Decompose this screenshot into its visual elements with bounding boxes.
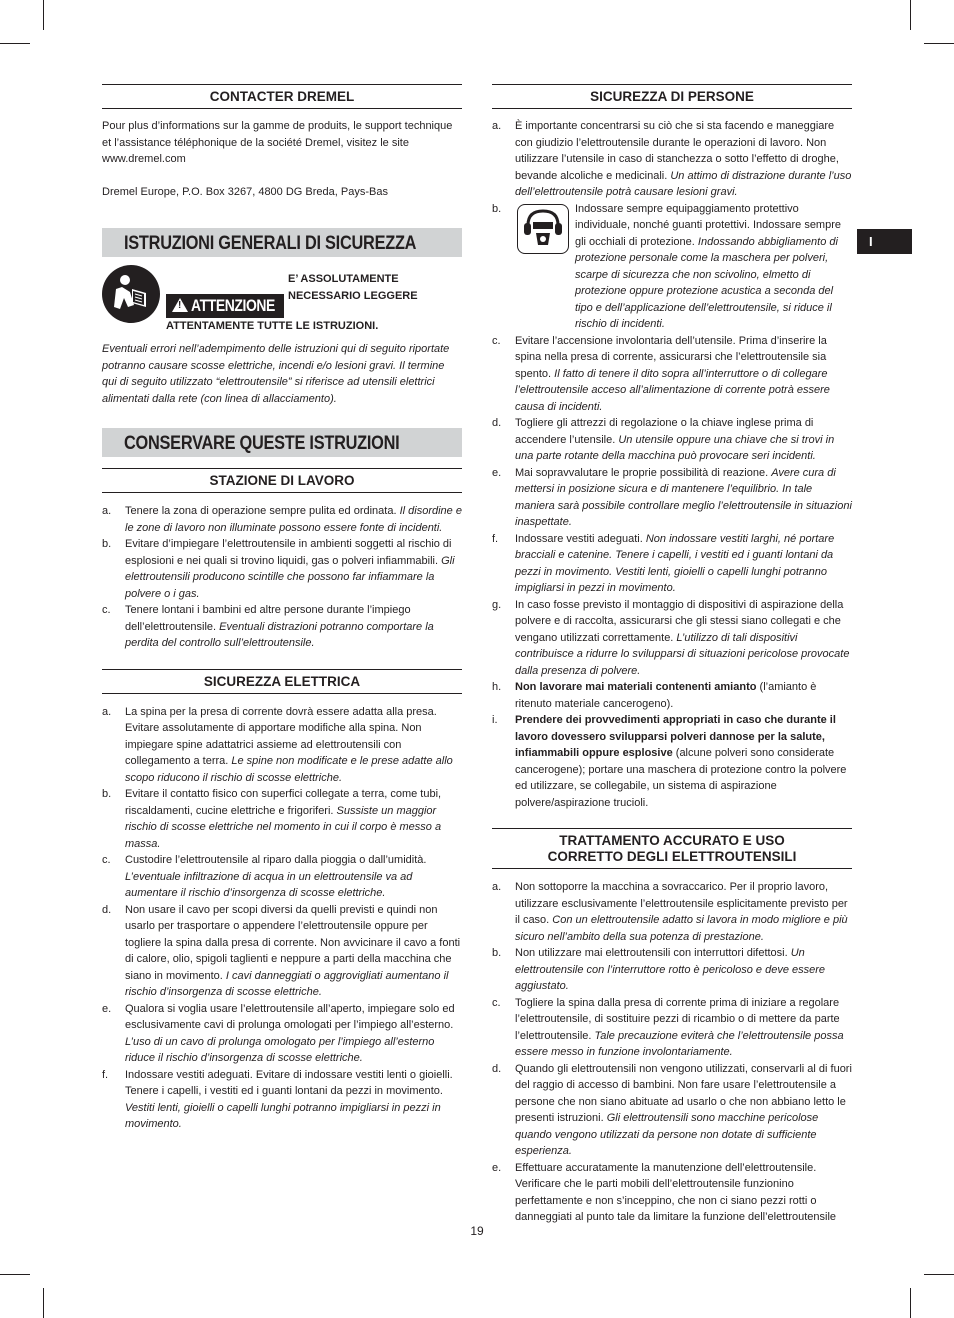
treatment-list — [492, 879, 852, 1226]
list-item: c. Togliere la spina dalla presa di corrente prima di iniziare a regolare l’elettroutensile, di sostituire pezzi di ricambio o di mettere da parte l’elettroutensile. Tale precauzione eviterà che l’elettroutensile possa essere messo in funzione involontariamente. — [492, 996, 844, 1058]
list-item: a. È importante concentrarsi su ciò che si sta facendo e maneggiare con giudizio l’elettroutensile durante le operazioni di lavoro. Non utilizzare l’utensile in caso di stanchezza o sotto l’effetto di droghe, bevande alcoliche e medicinali. Un attimo di distrazione durante l’uso dell’elettroutensile potrà causare lesioni gravi. — [492, 120, 852, 198]
electrical-list — [102, 704, 462, 1133]
list-item: e. Qualora si voglia usare l’elettroutensile all’aperto, impiegare solo ed esclusivamente cavi di prolunga omologati per l’impiego all’esterno. L’uso di un cavo di prolunga omologato per l’impiego all’esterno riduce il rischio d’insorgenza di scosse elettriche. — [102, 1002, 455, 1064]
crop-mark — [43, 1288, 44, 1318]
right-column — [492, 84, 852, 1226]
warning-badge: !ATTENZIONE — [166, 294, 284, 318]
list-item: g. In caso fosse previsto il montaggio di dispositivi di aspirazione della polvere e di raccolta, assicurarsi che gli stessi siano collegati e che vengano utilizzati correttamente. L’utilizzo di tali dispositivi contribuisce a ridurre lo svilupparsi di situazioni pericolose provocate dalla presenza di polvere. — [492, 598, 850, 677]
crop-mark — [910, 0, 911, 30]
treatment-heading-line2: CORRETTO DEGLI ELETTROUTENSILI — [547, 849, 797, 864]
warning-block — [102, 265, 462, 341]
protective-equipment-icon — [517, 204, 569, 254]
page-number: 19 — [470, 1224, 484, 1238]
crop-mark — [43, 0, 44, 30]
list-item: e. Mai sopravvalutare le proprie possibilità di reazione. Avere cura di mettersi in posizione sicura e di mantenere l’equilibrio. In tale maniera sarà possibile controllare meglio l’elettroutensile in situazioni inaspettate. — [492, 466, 852, 528]
workstation-list — [102, 503, 462, 652]
left-column — [102, 84, 462, 1133]
treatment-heading — [492, 828, 852, 869]
treatment-heading-line1: TRATTAMENTO ACCURATO E USO — [559, 833, 785, 848]
list-item: c. Tenere lontani i bambini ed altre persone durante l’impiego dell’elettroutensile. Eventuali distrazioni potranno comportare la perdita del controllo sull’elettroutensile. — [102, 604, 434, 649]
list-item: b. Non utilizzare mai elettroutensili con interruttori difettosi. Un elettroutensile con l’interruttore rotto è pericoloso e deve essere aggiustato. — [492, 947, 826, 992]
list-item: f. Indossare vestiti adeguati. Non indossare vestiti larghi, né portare bracciali e catenine. Tenere i capelli, i vestiti ed i guanti lontani da pezzi in movimento. Vestiti lenti, gioielli o capelli lunghi potranno impigliarsi in pezzi in movimento. — [492, 532, 835, 594]
warning-italic-text: Eventuali errori nell’adempimento delle istruzioni qui di seguito riportate potranno causare scosse elettriche, incendi e/o lesioni gravi. Il termine qui di seguito utilizzato “elettroutensile” si riferisce ad utensili elettrici alimentati dalla rete (con linea di allacciamento). — [102, 343, 450, 405]
list-item: d. Togliere gli attrezzi di regolazione o la chiave inglese prima di accendere l’utensile. Un utensile oppure una chiave che si trovi in una parte rotante della macchina può provocare seri incidenti. — [492, 417, 835, 462]
crop-mark — [910, 1288, 911, 1318]
list-item: b. Evitare il contatto fisico con superfici collegate a terra, come tubi, riscaldamenti, cucine elettriche e frigoriferi. Sussiste un maggior rischio di scosse elettriche nel momento in cui il corpo è messo a massa. — [102, 788, 442, 850]
contact-heading: CONTACTER DREMEL — [102, 84, 462, 109]
list-item: b. Indossare sempre equipaggiamento protettivo individuale, nonché guanti protettivi. Indossare sempre gli occhiali di protezione. Indossando abbigliamento di protezione personale come la maschera per polveri, scarpe di sicurezza che non scivolino, elmetto di protezione oppure protezione acustica a seconda del tipo e dell’applicazione dell’elettroutensile, si riduce il rischio di incidenti. — [492, 202, 841, 330]
list-item: c. Evitare l’accensione involontaria dell’utensile. Prima d’inserire la spina nella presa di corrente, assicurarsi che l’elettroutensile sia spento. Il fatto di tenere il dito sopra all’interruttore o di collegare l’elettroutensile acceso all’alimentazione di corrente potrà essere causa di incidenti. — [492, 334, 830, 413]
warning-text-continued: ATTENTAMENTE TUTTE LE ISTRUZIONI. — [166, 320, 379, 332]
keep-instructions-banner: CONSERVARE QUESTE ISTRUZIONI — [102, 428, 462, 457]
list-item: a. Tenere la zona di operazione sempre pulita ed ordinata. Il disordine e le zone di lavoro non illuminate possono essere fonte di incidenti. — [102, 505, 462, 534]
warning-triangle-icon — [172, 298, 188, 312]
crop-mark — [0, 1274, 30, 1275]
list-item: h. Non lavorare mai materiali contenenti amianto (l’amianto è ritenuto materiale cancerogeno). — [492, 681, 817, 710]
list-item: f. Indossare vestiti adeguati. Evitare di indossare vestiti lenti o gioielli. Tenere i capelli, i vestiti ed i guanti lontani da pezzi in movimento. Vestiti lenti, gioielli o capelli lunghi potranno impigliarsi in pezzi in movimento. — [102, 1068, 453, 1130]
electrical-heading: SICUREZZA ELETTRICA — [102, 669, 462, 694]
workstation-heading: STAZIONE DI LAVORO — [102, 468, 462, 493]
list-item: d. Quando gli elettroutensili non vengono utilizzati, conservarli al di fuori del raggio di accesso di bambini. Non fare usare l’elettroutensile a persone che non siano abituate ad usarlo o che non abbiano letto le presenti istruzioni. Gli elettroutensili sono macchine pericolose quando vengono utilizzati da persone non dotate di sufficiente esperienza. — [492, 1062, 852, 1157]
list-item: c. Custodire l’elettroutensile al riparo dalla pioggia o dall’umidità. L’eventuale infiltrazione di acqua in un elettroutensile va ad aumentare il rischio d’insorgenza di scosse elettriche. — [102, 854, 427, 899]
crop-mark — [924, 43, 954, 44]
list-item: d. Non usare il cavo per scopi diversi da quelli previsti e quindi non usarlo per trasportare o appendere l’elettroutensile oppure per togliere la spina dalla presa di corrente. Non avvicinare il cavo a fonti di calore, olio, spigoli taglienti e neppure a parti della macchina che siano in movimento. I cavi danneggiati o aggrovigliati aumentano il rischio d’insorgenza di scosse elettriche. — [102, 903, 461, 998]
persons-heading: SICUREZZA DI PERSONE — [492, 84, 852, 109]
safety-banner: ISTRUZIONI GENERALI DI SICUREZZA — [102, 228, 462, 257]
persons-list — [492, 118, 852, 811]
list-item: a. Non sottoporre la macchina a sovraccarico. Per il proprio lavoro, utilizzare esclusivamente l’elettroutensile esplicitamente previsto per il caso. Con un elettroutensile adatto si lavora in modo migliore e più sicuro nell’ambito della sua potenza di prestazione. — [492, 881, 848, 943]
read-manual-icon — [102, 265, 160, 323]
contact-address: Dremel Europe, P.O. Box 3267, 4800 DG Breda, Pays-Bas — [102, 185, 388, 198]
list-item: e. Effettuare accuratamente la manutenzione dell’elettroutensile. Verificare che le parti mobili dell’elettroutensile funzionino perfettamente e non s’inceppino, che non ci siano pezzi rotti o danneggiati al punto tale da limitare la funzione dell’elettroutensile — [492, 1161, 837, 1223]
crop-mark — [0, 43, 30, 44]
language-tab: I — [857, 229, 912, 254]
list-item: b. Evitare d’impiegare l’elettroutensile in ambienti soggetti al rischio di esplosioni e nei quali si trovino liquidi, gas o polveri infiammabili. Gli elettroutensili producono scintille che possono far infiammare la polvere o i gas. — [102, 538, 455, 600]
list-item: a. La spina per la presa di corrente dovrà essere adatta alla presa. Evitare assolutamente di apportare modifiche alla spina. Non impiegare spine adattatrici assieme ad elettroutensili con collegamento a terra. Le spine non modificate e le prese adatte allo scopo riducono il rischio di scosse elettriche. — [102, 705, 453, 784]
warning-text: E’ ASSOLUTAMENTE NECESSARIO LEGGERE — [288, 273, 418, 302]
list-item: i. Prendere dei provvedimenti appropriati in caso che durante il lavoro dovessero svilupparsi polveri dannose per la salute, infiammabili oppure esplosive (alcune polveri sono considerate cancerogene); portare una maschera di protezione contro la polvere ed utilizzare, se collegabile, un sistema di aspirazione polvere/aspirazione trucioli. — [492, 714, 847, 809]
contact-paragraph: Pour plus d’informations sur la gamme de produits, le support technique et l’assistance téléphonique de la société Dremel, visitez le site www.dremel.com — [102, 120, 453, 165]
crop-mark — [924, 1274, 954, 1275]
